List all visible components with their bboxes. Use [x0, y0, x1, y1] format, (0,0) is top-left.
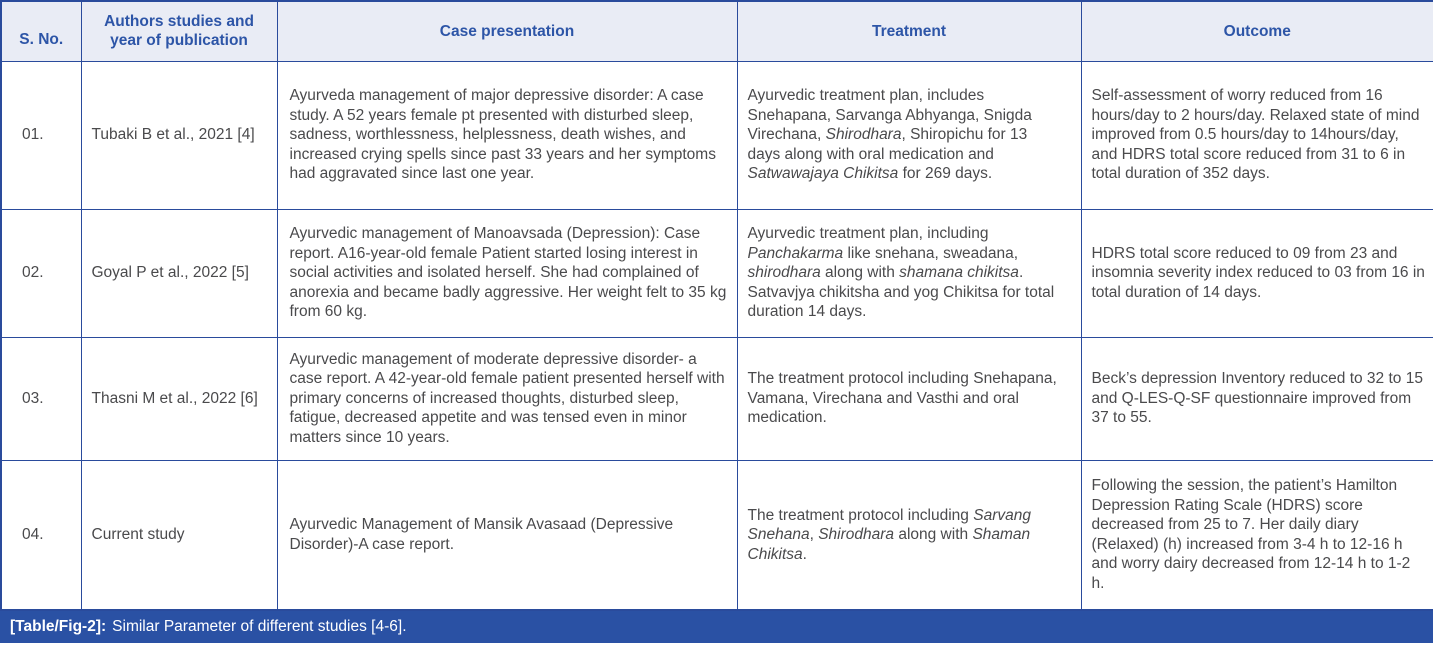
sno-cell: 02. — [1, 209, 81, 337]
italic-term: Panchakarma — [747, 244, 844, 262]
col-header-outcome: Outcome — [1081, 1, 1433, 61]
authors-cell: Thasni M et al., 2022 [6] — [81, 337, 277, 460]
text-run: The treatment protocol including Snehapana, Vamana, Virechana and Vasthi and oral medication. — [747, 370, 1057, 427]
text-run: along with — [894, 526, 973, 543]
sno-cell: 04. — [1, 460, 81, 610]
text-run: . — [802, 545, 807, 563]
table-row — [1, 61, 1433, 209]
text-run: The treatment protocol including — [747, 506, 974, 524]
italic-term: Sarvang Snehana — [747, 506, 1031, 543]
authors-cell: Tubaki B et al., 2021 [4] — [81, 61, 277, 209]
table-body — [1, 61, 1433, 610]
case-presentation-cell: Ayurvedic management of Manoavsada (Depression): Case report. A16-year-old female Patient started losing interest in social activities and isolated herself. She had complained of anorexia and became badly aggressive. Her weight felt to 35 kg from 60 kg. — [277, 209, 737, 337]
text-run: Ayurvedic treatment plan, including — [747, 225, 989, 243]
outcome-cell: HDRS total score reduced to 09 from 23 and insomnia severity index reduced to 03 from 16 in total duration of 14 days. — [1081, 209, 1433, 337]
sno-cell: 01. — [1, 61, 81, 209]
col-header-sno: S. No. — [1, 1, 81, 61]
treatment-cell — [737, 209, 1081, 337]
outcome-cell: Self-assessment of worry reduced from 16 hours/day to 2 hours/day. Relaxed state of mind improved from 0.5 hours/day to 14hours/day, and HDRS total score reduced from 31 to 6 in total duration of 352 days. — [1081, 61, 1433, 209]
text-run: , Shiropichu for 13 days along with oral medication and — [747, 126, 1028, 163]
italic-term: Shirodhara — [818, 526, 895, 543]
italic-term: shamana chikitsa — [899, 264, 1019, 282]
case-presentation-cell: Ayurvedic Management of Mansik Avasaad (Depressive Disorder)-A case report. — [277, 460, 737, 610]
authors-cell: Goyal P et al., 2022 [5] — [81, 209, 277, 337]
sno-cell: 03. — [1, 337, 81, 460]
case-presentation-cell: Ayurveda management of major depressive disorder: A case study. A 52 years female pt presented with disturbed sleep, sadness, worthlessness, helplessness, death wishes, and increased crying spells since past 33 years and her symptoms had aggravated since last one year. — [277, 61, 737, 209]
caption-text: Similar Parameter of different studies [4-6]. — [112, 618, 407, 635]
col-header-treatment: Treatment — [737, 1, 1081, 61]
text-run: along with — [820, 264, 900, 282]
authors-cell: Current study — [81, 460, 277, 610]
treatment-cell — [737, 61, 1081, 209]
table-caption — [0, 611, 1433, 643]
treatment-cell — [737, 337, 1081, 460]
table-row — [1, 460, 1433, 610]
text-run: for 269 days. — [898, 165, 993, 183]
table-row — [1, 337, 1433, 460]
text-run: like snehana, sweadana, — [843, 244, 1019, 262]
text-run: , — [809, 526, 819, 543]
text-run: Ayurvedic treatment plan, includes Snehapana, Sarvanga Abhyanga, Snigda Virechana, — [747, 87, 1032, 144]
col-header-authors: Authors studies and year of publication — [81, 1, 277, 61]
table-row — [1, 209, 1433, 337]
italic-term: Satwawajaya Chikitsa — [747, 165, 899, 183]
italic-term: shirodhara — [747, 264, 821, 282]
outcome-cell: Following the session, the patient’s Hamilton Depression Rating Scale (HDRS) score decreased from 25 to 7. Her daily diary (Relaxed) (h) increased from 3-4 h to 12-16 h and worry dairy decreased from 12-14 h to 1-2 h. — [1081, 460, 1433, 610]
outcome-cell: Beck’s depression Inventory reduced to 32 to 15 and Q-LES-Q-SF questionnaire improved from 37 to 55. — [1081, 337, 1433, 460]
italic-term: Shaman Chikitsa — [747, 526, 1031, 563]
treatment-cell — [737, 460, 1081, 610]
table-header — [1, 1, 1433, 61]
italic-term: Shirodhara — [825, 126, 902, 144]
header-row — [1, 1, 1433, 61]
text-run: . Satvavjya chikitsha and yog Chikitsa for total duration 14 days. — [747, 264, 1055, 321]
col-header-case-presentation: Case presentation — [277, 1, 737, 61]
caption-label: [Table/Fig-2]: — [10, 618, 107, 635]
case-presentation-cell: Ayurvedic management of moderate depressive disorder- a case report. A 42-year-old female patient presented herself with primary concerns of increased thoughts, disturbed sleep, fatigue, decreased appetite and was tensed even in minor matters since 10 years. — [277, 337, 737, 460]
